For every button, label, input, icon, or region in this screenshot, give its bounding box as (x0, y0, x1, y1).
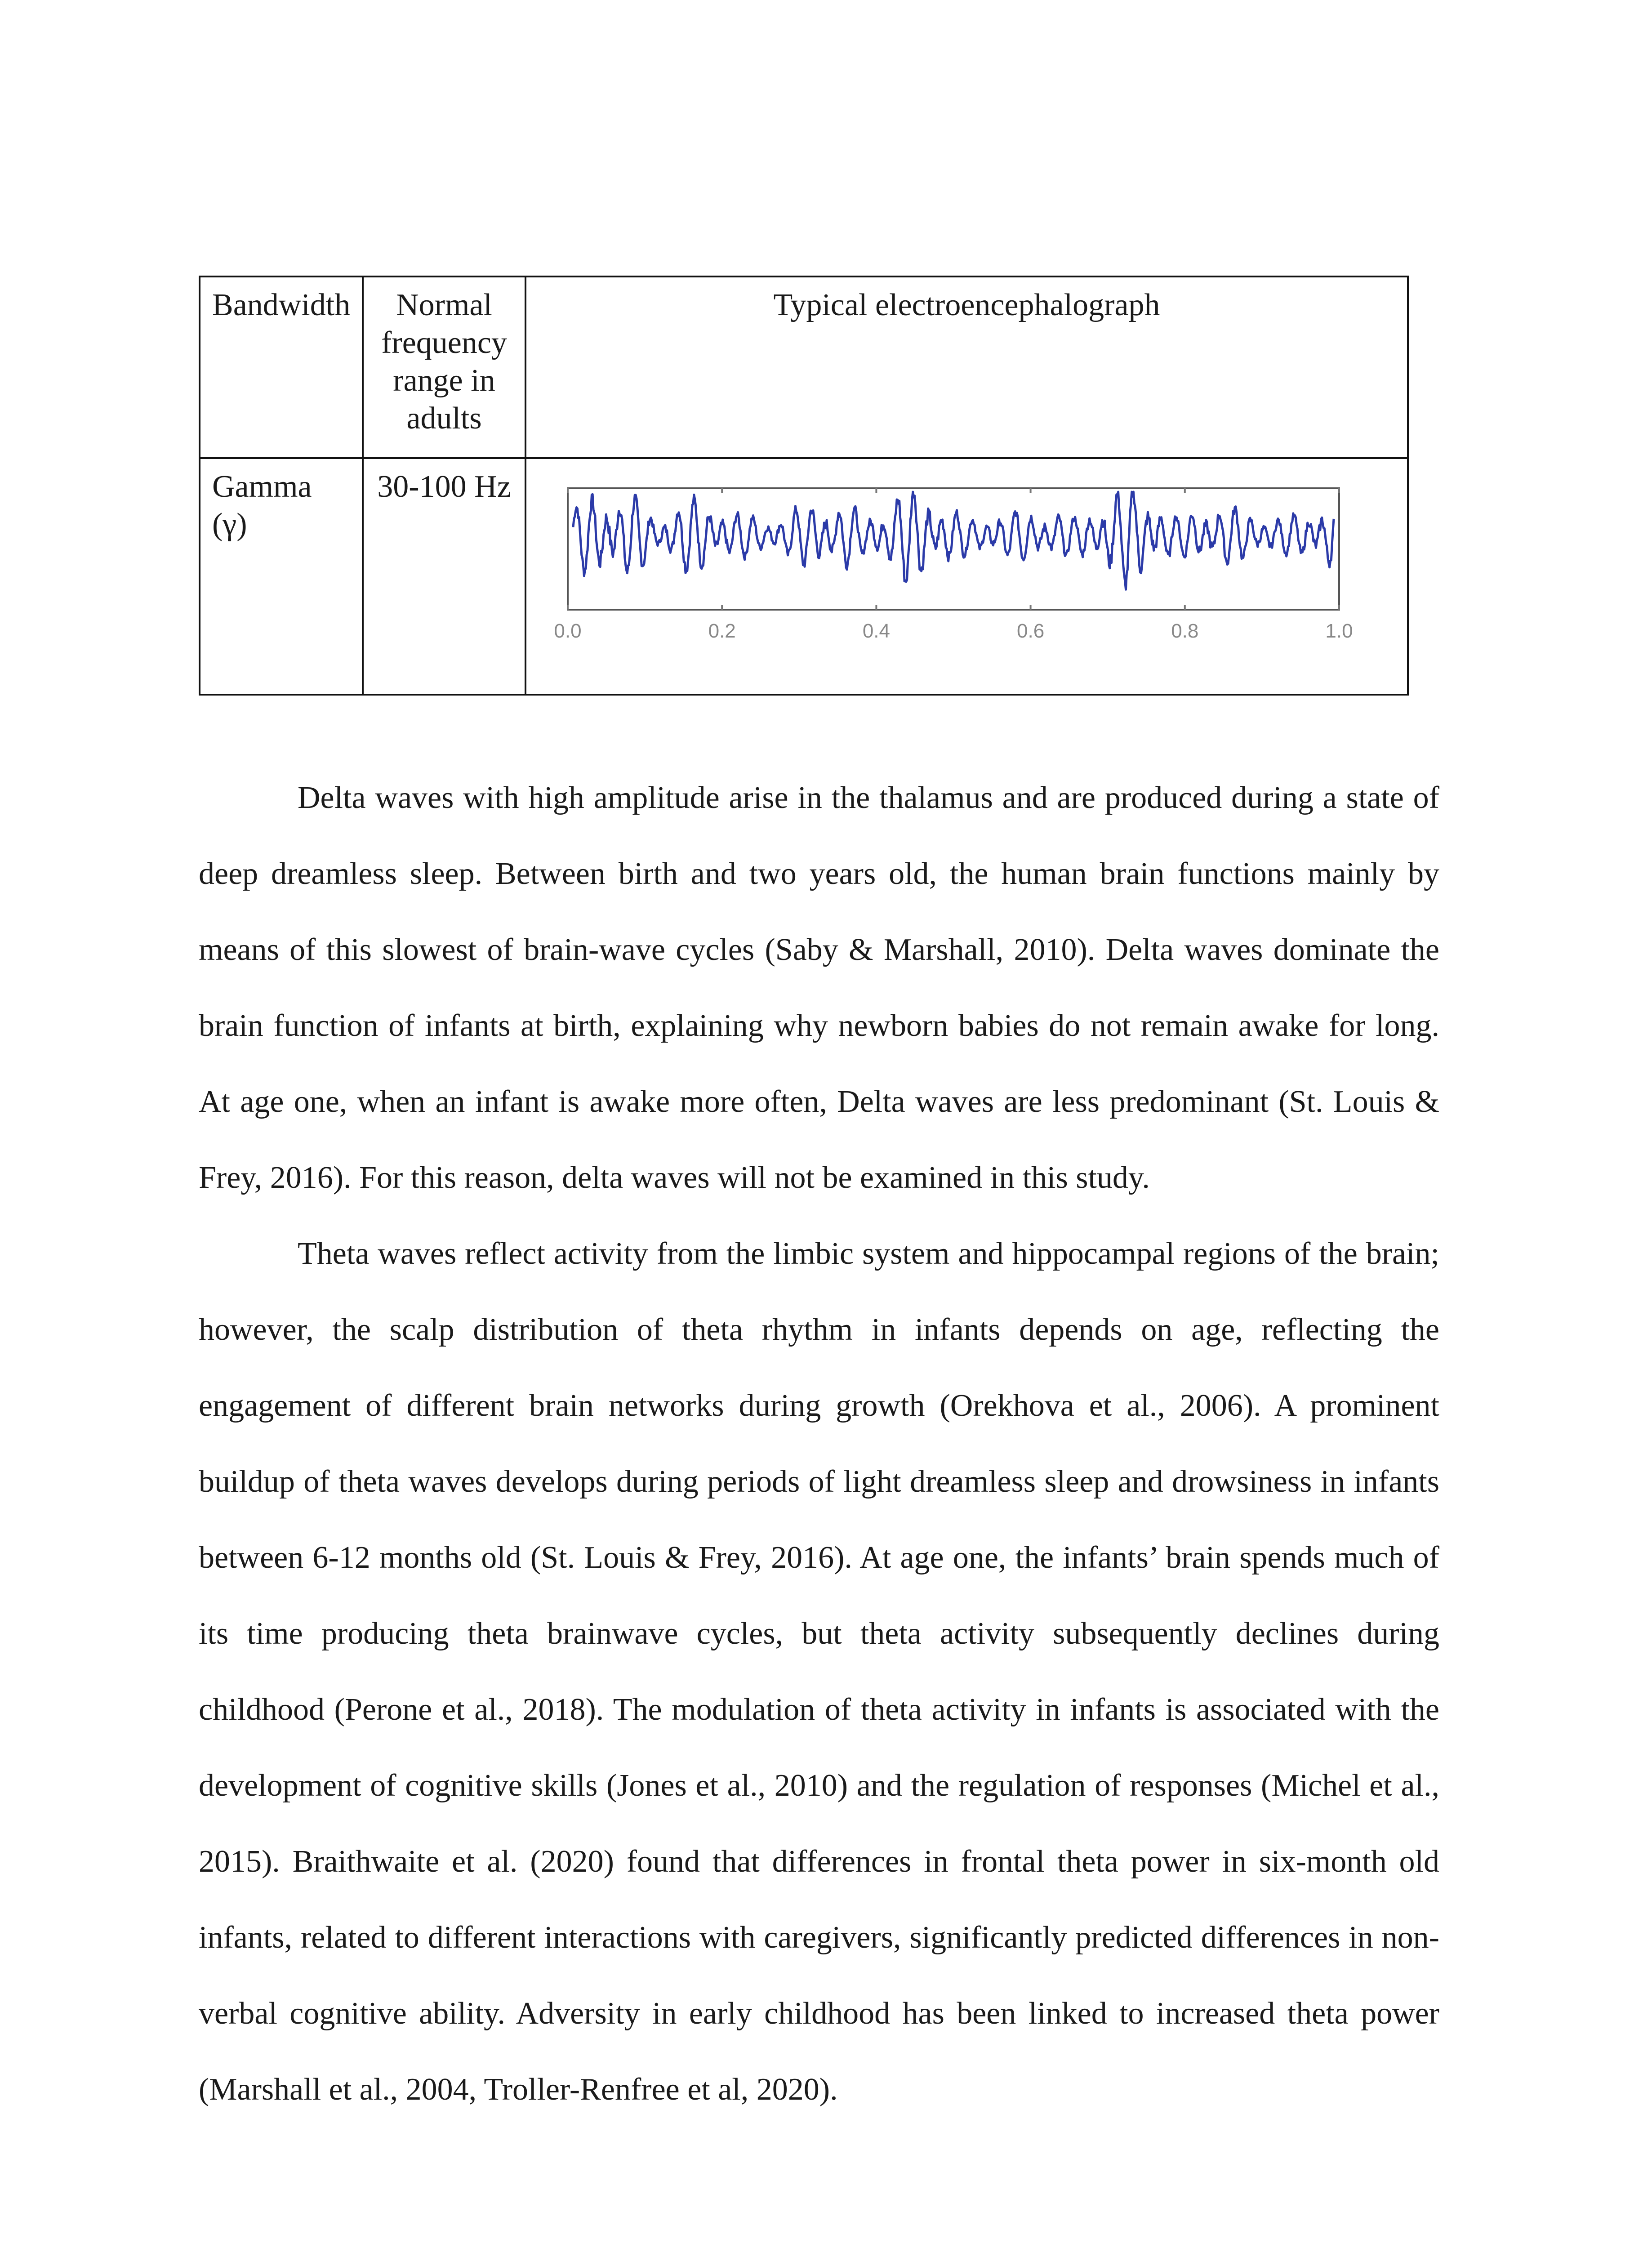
header-eeg: Typical electroencephalograph (525, 277, 1408, 458)
body-text (199, 760, 1439, 2128)
gamma-eeg-chart (553, 468, 1376, 657)
cell-frequency: 30-100 Hz (363, 458, 525, 695)
paragraph-theta: Theta waves reflect activity from the limbic system and hippocampal regions of the brain; however, the scalp distribution of theta rhythm in infants depends on age, reflecting the engagement of different brain networks during growth (Orekhova et al., 2006). A prominent buildup of theta waves develops during periods of light dreamless sleep and drowsiness in infants between 6-12 months old (St. Louis & Frey, 2016). At age one, the infants’ brain spends much of its time producing theta brainwave cycles, but theta activity subsequently declines during childhood (Perone et al., 2018). The modulation of theta activity in infants is associated with the development of cognitive skills (Jones et al., 2010) and the regulation of responses (Michel et al., 2015). Braithwaite et al. (2020) found that differences in frontal theta power in six-month old infants, related to different interactions with caregivers, significantly predicted differences in non-verbal cognitive ability. Adversity in early childhood has been linked to increased theta power (Marshall et al., 2004, Troller-Renfree et al, 2020). (199, 1236, 1439, 2107)
cell-eeg-chart (525, 458, 1408, 695)
header-bandwidth: Bandwidth (200, 277, 363, 458)
x-tick-label: 0.4 (862, 620, 890, 642)
x-tick-label: 0.6 (1017, 620, 1045, 642)
x-tick-label: 1.0 (1325, 620, 1353, 642)
x-tick-label: 0.0 (554, 620, 582, 642)
eeg-signal-line (573, 492, 1334, 589)
table-header-row (200, 277, 1408, 458)
x-tick-label: 0.8 (1171, 620, 1199, 642)
cell-bandwidth: Gamma (γ) (200, 458, 363, 695)
table-row (200, 458, 1408, 695)
header-frequency: Normal frequency range in adults (363, 277, 525, 458)
x-tick-label: 0.2 (708, 620, 736, 642)
paragraph-delta: Delta waves with high amplitude arise in the thalamus and are produced during a state of deep dreamless sleep. Between birth and two years old, the human brain functions mainly by means of this slowest of brain-wave cycles (Saby & Marshall, 2010). Delta waves dominate the brain function of infants at birth, explaining why newborn babies do not remain awake for long. At age one, when an infant is awake more often, Delta waves are less predominant (St. Louis & Frey, 2016). For this reason, delta waves will not be examined in this study. (199, 781, 1439, 1195)
frequency-bands-table (199, 276, 1409, 696)
